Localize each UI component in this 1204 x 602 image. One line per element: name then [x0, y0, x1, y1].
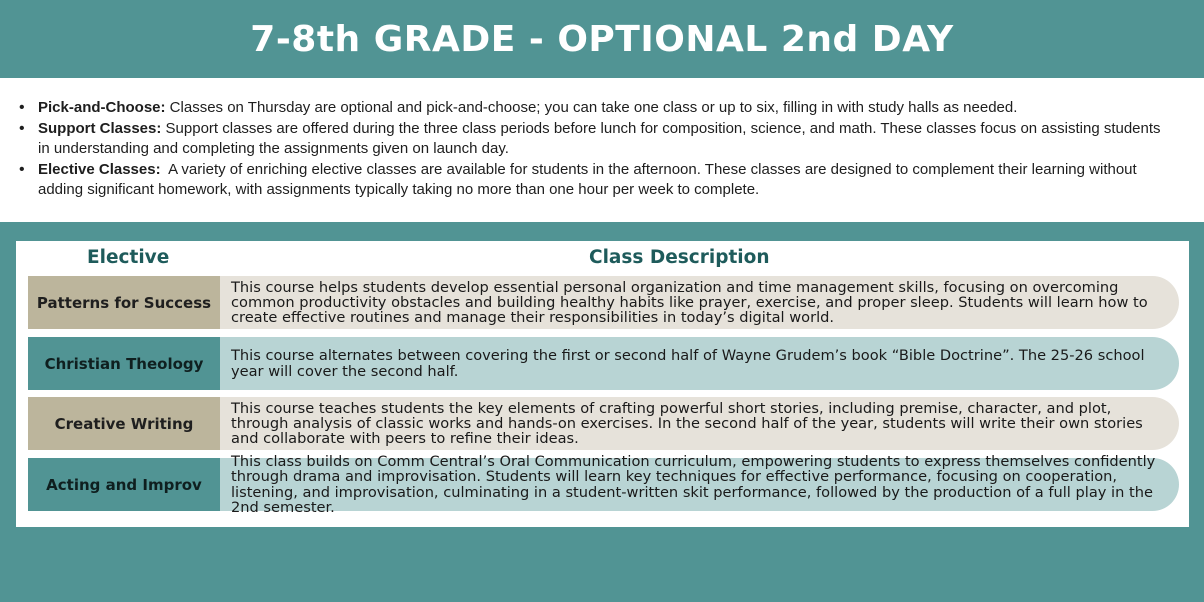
- intro-label: Support Classes:: [38, 119, 162, 137]
- column-header-elective: Elective: [87, 247, 170, 268]
- elective-description: This course alternates between covering the first or second half of Wayne Grudem’s book “Bible Doctrine”. The 25-26 school year will cover the second half.: [220, 337, 1179, 390]
- elective-description: This course teaches students the key elements of crafting powerful short stories, including premise, character, and plot, through analysis of classic works and hands-on exercises. In the second half of the year, students will write their own stories and collaborate with peers to refine their ideas.: [220, 397, 1179, 450]
- table-row: [28, 453, 1179, 516]
- intro-section: [0, 78, 1204, 222]
- intro-label: Pick-and-Choose:: [38, 99, 166, 116]
- elective-name: Christian Theology: [28, 337, 220, 390]
- page-header: [0, 0, 1204, 78]
- intro-text: Support classes are offered during the three class periods before lunch for composition, science, and math. These classes focus on assisting students in understanding and completing the assignments given on launch day.: [38, 119, 1161, 157]
- intro-text: A variety of enriching elective classes are available for students in the afternoon. These classes are designed to complement their learning without adding significant homework, with assignments typically taking no more than one hour per week to complete.: [38, 160, 1141, 198]
- table-row: [28, 337, 1179, 390]
- intro-item-pick-and-choose: [38, 98, 1164, 119]
- elective-name: Acting and Improv: [28, 458, 220, 511]
- elective-name: Creative Writing: [28, 397, 220, 450]
- electives-panel: [16, 241, 1189, 527]
- intro-item-elective-classes: [38, 160, 1164, 201]
- table-row: [28, 276, 1179, 329]
- intro-label: Elective Classes:: [38, 160, 161, 178]
- elective-description: This course helps students develop essential personal organization and time management skills, focusing on overcoming common productivity obstacles and building healthy habits like prayer, exercise, and proper sleep. Students will learn how to create effective routines and manage their responsibilities in today’s digital world.: [220, 276, 1179, 329]
- column-header-description: Class Description: [589, 247, 770, 268]
- page-title: 7-8th GRADE - OPTIONAL 2nd DAY: [250, 18, 954, 60]
- intro-text: Classes on Thursday are optional and pick-and-choose; you can take one class or up to six, filling in with study halls as needed.: [165, 99, 1018, 116]
- table-row: [28, 397, 1179, 450]
- elective-description: This class builds on Comm Central’s Oral Communication curriculum, empowering students to express themselves confidently through drama and improvisation. Students will learn key techniques for effective performance, focusing on cooperation, listening, and improvisation, culminating in a student-written skit performance, followed by the production of a full play in the 2nd semester.: [220, 458, 1179, 511]
- elective-name: Patterns for Success: [28, 276, 220, 329]
- intro-item-support-classes: [38, 119, 1164, 160]
- intro-list: [0, 78, 1204, 201]
